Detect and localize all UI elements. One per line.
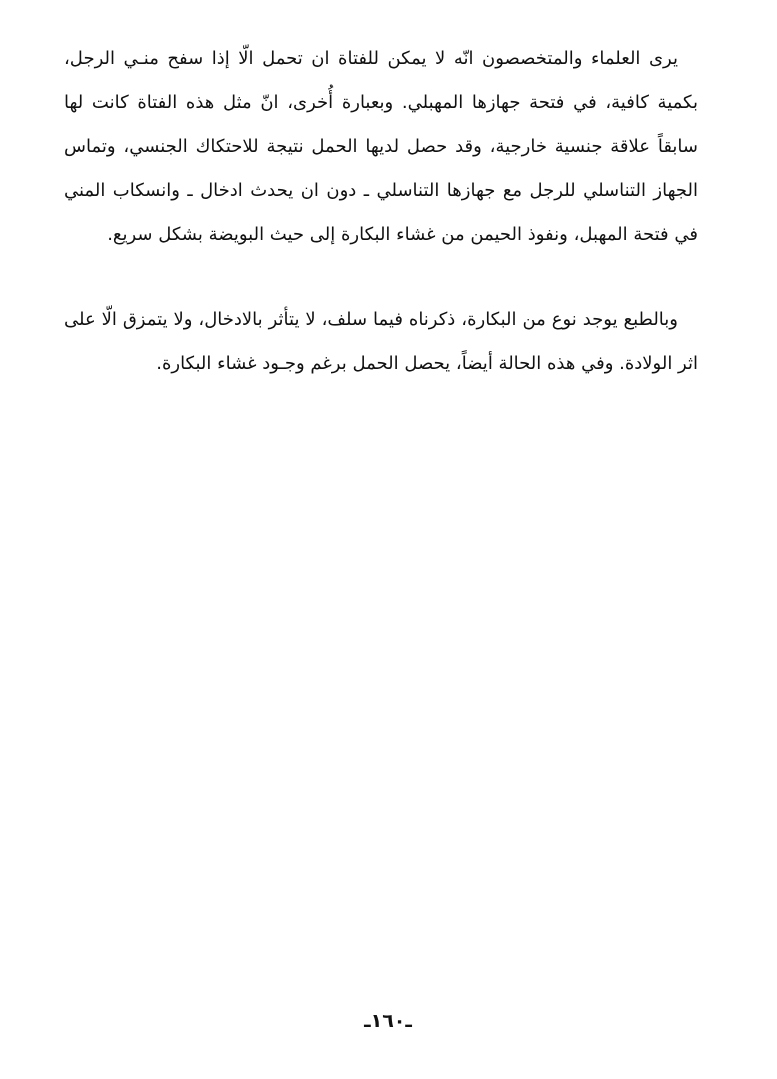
body-text-block-2 xyxy=(64,298,698,386)
page-number: ـ١٦٠ـ xyxy=(364,1010,412,1032)
body-text-block-1 xyxy=(64,37,698,257)
paragraph-1: يرى العلماء والمتخصصون انّه لا يمكن للفتاة ان تحمل الّا إذا سفح منـي الرجل، بكمية كافية، في فتحة جهازها المهبلي. وبعبارة أُخرى، انّ مثل هذه الفتاة كانت لها سابقاً علاقة جنسية خارجية، وقد حصل لديها الحمل نتيجة للاحتكاك الجنسي، وتماس الجهاز التناسلي للرجل مع جهازها التناسلي ـ دون ان يحدث ادخال ـ وانسكاب المني في فتحة المهبل، ونفوذ الحيمن من غشاء البكارة إلى حيث البويضة بشكل سريع. xyxy=(64,48,698,245)
paragraph-2: وبالطبع يوجد نوع من البكارة، ذكرناه فيما سلف، لا يتأثر بالادخال، ولا يتمزق الّا على اثر الولادة. وفي هذه الحالة أيضاً، يحصل الحمل برغم وجـود غشاء البكارة. xyxy=(64,309,698,374)
